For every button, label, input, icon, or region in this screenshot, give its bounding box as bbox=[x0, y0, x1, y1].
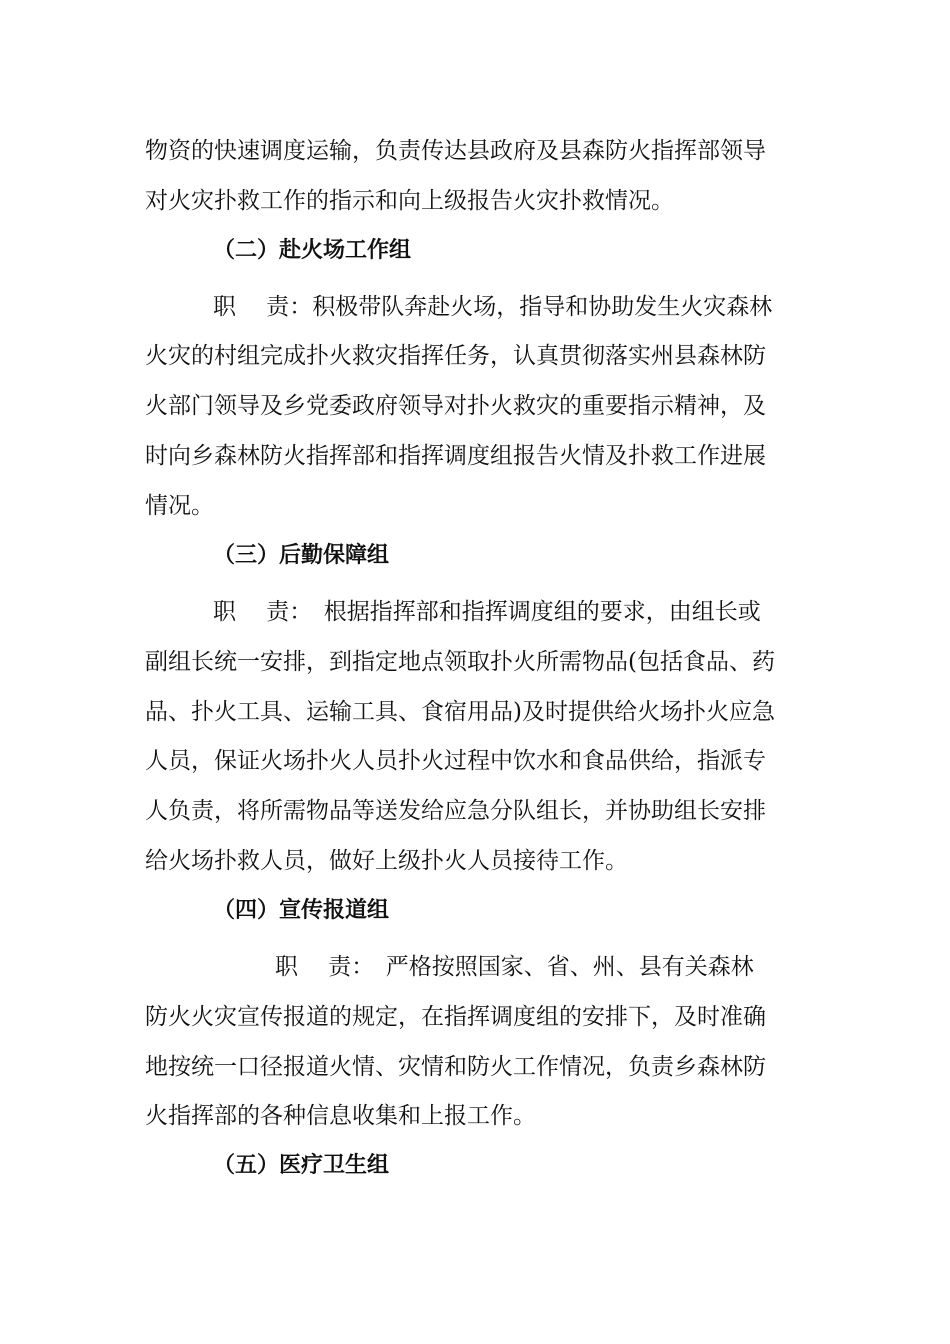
paragraph-line: 地按统一口径报道火情、灾情和防火工作情况，负责乡森林防 bbox=[145, 1054, 766, 1080]
section-heading-5: （五）医疗卫生组 bbox=[213, 1153, 390, 1178]
paragraph-line: 人负责，将所需物品等送发给应急分队组长，并协助组长安排 bbox=[145, 798, 766, 824]
section-heading-4: （四）宣传报道组 bbox=[213, 898, 390, 923]
paragraph-line: 人员，保证火场扑火人员扑火过程中饮水和食品供给，指派专 bbox=[145, 748, 766, 774]
paragraph-line: 火部门领导及乡党委政府领导对扑火救灾的重要指示精神，及 bbox=[145, 393, 766, 419]
paragraph-line: 职 责： 根据指挥部和指挥调度组的要求，由组长或 bbox=[213, 599, 761, 625]
paragraph-line: 职 责： 严格按照国家、省、州、县有关森林 bbox=[275, 954, 754, 980]
paragraph-line: 火指挥部的各种信息收集和上报工作。 bbox=[145, 1103, 536, 1129]
paragraph-line: 情况。 bbox=[145, 493, 214, 519]
paragraph-line: 给火场扑救人员，做好上级扑火人员接待工作。 bbox=[145, 848, 628, 874]
paragraph-line: 副组长统一安排，到指定地点领取扑火所需物品(包括食品、药 bbox=[145, 649, 775, 675]
paragraph-line: 火灾的村组完成扑火救灾指挥任务，认真贯彻落实州县森林防 bbox=[145, 343, 766, 369]
paragraph-line: 防火火灾宣传报道的规定，在指挥调度组的安排下，及时准确 bbox=[145, 1004, 766, 1030]
section-heading-3: （三）后勤保障组 bbox=[213, 543, 390, 568]
paragraph-line: 职 责：积极带队奔赴火场，指导和协助发生火灾森林 bbox=[213, 294, 773, 320]
paragraph-line: 品、扑火工具、运输工具、食宿用品)及时提供给火场扑火应急 bbox=[145, 699, 775, 725]
paragraph-line: 物资的快速调度运输，负责传达县政府及县森防火指挥部领导 bbox=[145, 138, 766, 164]
paragraph-line: 时向乡森林防火指挥部和指挥调度组报告火情及扑救工作进展 bbox=[145, 443, 766, 469]
section-heading-2: （二）赴火场工作组 bbox=[213, 238, 412, 263]
paragraph-line: 对火灾扑救工作的指示和向上级报告火灾扑救情况。 bbox=[145, 188, 674, 214]
